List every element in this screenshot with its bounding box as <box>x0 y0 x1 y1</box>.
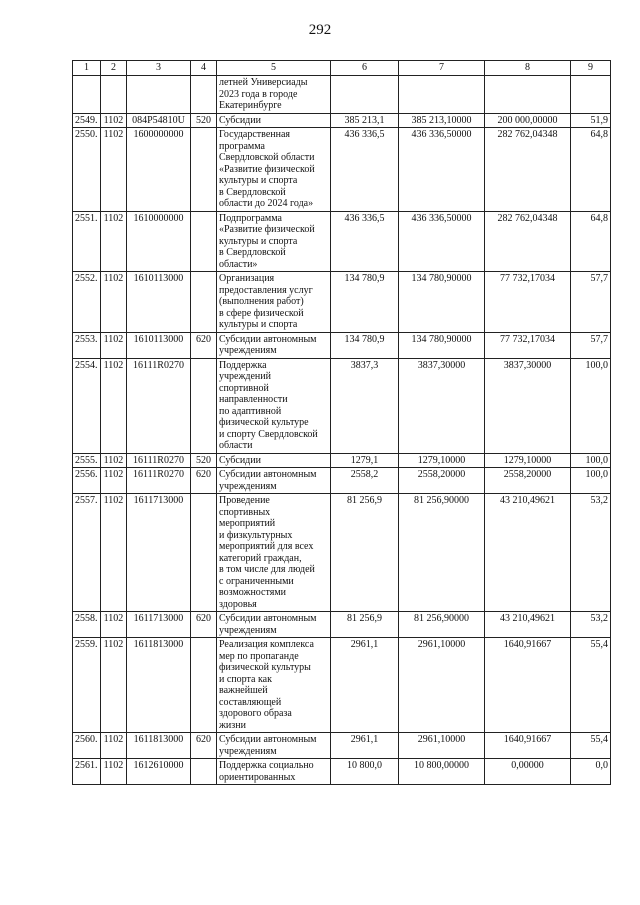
header-cell: 4 <box>191 61 217 76</box>
approved-amount: 3837,3 <box>331 358 399 453</box>
section-code: 1102 <box>101 612 127 638</box>
approved-amount: 134 780,9 <box>331 272 399 333</box>
table-row <box>73 638 611 733</box>
target-article-code: 1612610000 <box>127 759 191 785</box>
adjusted-amount: 2961,10000 <box>399 733 485 759</box>
execution-percent: 64,8 <box>571 128 611 212</box>
header-cell: 6 <box>331 61 399 76</box>
header-cell: 3 <box>127 61 191 76</box>
row-number: 2555. <box>73 453 101 468</box>
expense-kind-code: 620 <box>191 332 217 358</box>
adjusted-amount: 10 800,00000 <box>399 759 485 785</box>
table-row <box>73 358 611 453</box>
section-code: 1102 <box>101 332 127 358</box>
item-name: Субсидии автономным учреждениям <box>217 468 331 494</box>
item-name: Субсидии <box>217 453 331 468</box>
executed-amount: 2558,20000 <box>485 468 571 494</box>
row-number: 2554. <box>73 358 101 453</box>
target-article-code: 16111R0270 <box>127 453 191 468</box>
section-code: 1102 <box>101 468 127 494</box>
target-article-code <box>127 76 191 114</box>
execution-percent: 57,7 <box>571 272 611 333</box>
expense-kind-code: 520 <box>191 453 217 468</box>
execution-percent: 57,7 <box>571 332 611 358</box>
execution-percent: 53,2 <box>571 494 611 612</box>
expense-kind-code <box>191 76 217 114</box>
approved-amount: 81 256,9 <box>331 612 399 638</box>
table-row <box>73 128 611 212</box>
section-code: 1102 <box>101 358 127 453</box>
executed-amount: 1640,91667 <box>485 733 571 759</box>
execution-percent: 0,0 <box>571 759 611 785</box>
item-name: Субсидии автономным учреждениям <box>217 332 331 358</box>
adjusted-amount: 81 256,90000 <box>399 494 485 612</box>
item-name: Субсидии автономным учреждениям <box>217 733 331 759</box>
section-code: 1102 <box>101 759 127 785</box>
execution-percent: 100,0 <box>571 468 611 494</box>
execution-percent: 100,0 <box>571 358 611 453</box>
target-article-code: 1600000000 <box>127 128 191 212</box>
row-number <box>73 76 101 114</box>
adjusted-amount: 81 256,90000 <box>399 612 485 638</box>
table-row <box>73 76 611 114</box>
executed-amount: 1279,10000 <box>485 453 571 468</box>
item-name: Организация предоставления услуг (выполнения работ) в сфере физической культуры и спорта <box>217 272 331 333</box>
target-article-code: 1611813000 <box>127 733 191 759</box>
approved-amount: 436 336,5 <box>331 211 399 272</box>
row-number: 2557. <box>73 494 101 612</box>
table-row <box>73 759 611 785</box>
table-row <box>73 113 611 128</box>
section-code: 1102 <box>101 128 127 212</box>
adjusted-amount: 3837,30000 <box>399 358 485 453</box>
execution-percent: 51,9 <box>571 113 611 128</box>
header-cell: 1 <box>73 61 101 76</box>
section-code: 1102 <box>101 113 127 128</box>
row-number: 2549. <box>73 113 101 128</box>
adjusted-amount: 385 213,10000 <box>399 113 485 128</box>
item-name: Субсидии автономным учреждениям <box>217 612 331 638</box>
item-name: Подпрограмма «Развитие физической культуры и спорта в Свердловской области» <box>217 211 331 272</box>
approved-amount <box>331 76 399 114</box>
expense-kind-code: 620 <box>191 612 217 638</box>
executed-amount: 282 762,04348 <box>485 128 571 212</box>
header-cell: 2 <box>101 61 127 76</box>
execution-percent: 55,4 <box>571 733 611 759</box>
target-article-code: 1611813000 <box>127 638 191 733</box>
expense-kind-code <box>191 128 217 212</box>
adjusted-amount: 2961,10000 <box>399 638 485 733</box>
executed-amount: 77 732,17034 <box>485 272 571 333</box>
table-row <box>73 612 611 638</box>
execution-percent: 64,8 <box>571 211 611 272</box>
expense-kind-code <box>191 358 217 453</box>
row-number: 2553. <box>73 332 101 358</box>
table-row <box>73 272 611 333</box>
header-cell: 7 <box>399 61 485 76</box>
executed-amount: 282 762,04348 <box>485 211 571 272</box>
executed-amount <box>485 76 571 114</box>
approved-amount: 436 336,5 <box>331 128 399 212</box>
budget-table <box>72 60 611 785</box>
approved-amount: 2961,1 <box>331 733 399 759</box>
target-article-code: 16111R0270 <box>127 358 191 453</box>
expense-kind-code <box>191 759 217 785</box>
expense-kind-code <box>191 211 217 272</box>
item-name: Государственная программа Свердловской области «Развитие физической культуры и спорта в Свердловской области до 2024 года» <box>217 128 331 212</box>
table-row <box>73 468 611 494</box>
header-row <box>73 61 611 76</box>
item-name: Реализация комплекса мер по пропаганде физической культуры и спорта как важнейшей составляющей здорового образа жизни <box>217 638 331 733</box>
executed-amount: 0,00000 <box>485 759 571 785</box>
expense-kind-code: 620 <box>191 733 217 759</box>
executed-amount: 3837,30000 <box>485 358 571 453</box>
item-name: Поддержка социально ориентированных <box>217 759 331 785</box>
target-article-code: 1611713000 <box>127 494 191 612</box>
header-cell: 5 <box>217 61 331 76</box>
approved-amount: 2961,1 <box>331 638 399 733</box>
expense-kind-code <box>191 494 217 612</box>
target-article-code: 1610113000 <box>127 332 191 358</box>
executed-amount: 43 210,49621 <box>485 612 571 638</box>
executed-amount: 200 000,00000 <box>485 113 571 128</box>
row-number: 2558. <box>73 612 101 638</box>
table-row <box>73 494 611 612</box>
row-number: 2551. <box>73 211 101 272</box>
expense-kind-code <box>191 638 217 733</box>
section-code: 1102 <box>101 494 127 612</box>
row-number: 2552. <box>73 272 101 333</box>
execution-percent <box>571 76 611 114</box>
adjusted-amount: 436 336,50000 <box>399 211 485 272</box>
row-number: 2560. <box>73 733 101 759</box>
header-cell: 9 <box>571 61 611 76</box>
expense-kind-code: 620 <box>191 468 217 494</box>
table-row <box>73 453 611 468</box>
table-row <box>73 332 611 358</box>
expense-kind-code: 520 <box>191 113 217 128</box>
section-code <box>101 76 127 114</box>
expense-kind-code <box>191 272 217 333</box>
item-name: летней Универсиады 2023 года в городе Екатеринбурге <box>217 76 331 114</box>
adjusted-amount: 2558,20000 <box>399 468 485 494</box>
section-code: 1102 <box>101 211 127 272</box>
executed-amount: 43 210,49621 <box>485 494 571 612</box>
adjusted-amount: 134 780,90000 <box>399 272 485 333</box>
approved-amount: 385 213,1 <box>331 113 399 128</box>
approved-amount: 1279,1 <box>331 453 399 468</box>
adjusted-amount: 134 780,90000 <box>399 332 485 358</box>
execution-percent: 100,0 <box>571 453 611 468</box>
section-code: 1102 <box>101 453 127 468</box>
target-article-code: 1610000000 <box>127 211 191 272</box>
row-number: 2561. <box>73 759 101 785</box>
section-code: 1102 <box>101 638 127 733</box>
row-number: 2556. <box>73 468 101 494</box>
section-code: 1102 <box>101 733 127 759</box>
target-article-code: 1611713000 <box>127 612 191 638</box>
approved-amount: 2558,2 <box>331 468 399 494</box>
header-cell: 8 <box>485 61 571 76</box>
row-number: 2559. <box>73 638 101 733</box>
table-row <box>73 211 611 272</box>
executed-amount: 1640,91667 <box>485 638 571 733</box>
table-row <box>73 733 611 759</box>
execution-percent: 53,2 <box>571 612 611 638</box>
target-article-code: 16111R0270 <box>127 468 191 494</box>
page-number: 292 <box>308 22 332 38</box>
target-article-code: 084P54810U <box>127 113 191 128</box>
section-code: 1102 <box>101 272 127 333</box>
execution-percent: 55,4 <box>571 638 611 733</box>
item-name: Поддержка учреждений спортивной направленности по адаптивной физической культуре и спорту Свердловской области <box>217 358 331 453</box>
executed-amount: 77 732,17034 <box>485 332 571 358</box>
table-body <box>73 76 611 785</box>
row-number: 2550. <box>73 128 101 212</box>
approved-amount: 10 800,0 <box>331 759 399 785</box>
adjusted-amount: 436 336,50000 <box>399 128 485 212</box>
item-name: Субсидии <box>217 113 331 128</box>
adjusted-amount <box>399 76 485 114</box>
adjusted-amount: 1279,10000 <box>399 453 485 468</box>
approved-amount: 81 256,9 <box>331 494 399 612</box>
item-name: Проведение спортивных мероприятий и физкультурных мероприятий для всех категорий граждан, в том числе для людей с ограниченными возможностями здоровья <box>217 494 331 612</box>
target-article-code: 1610113000 <box>127 272 191 333</box>
approved-amount: 134 780,9 <box>331 332 399 358</box>
